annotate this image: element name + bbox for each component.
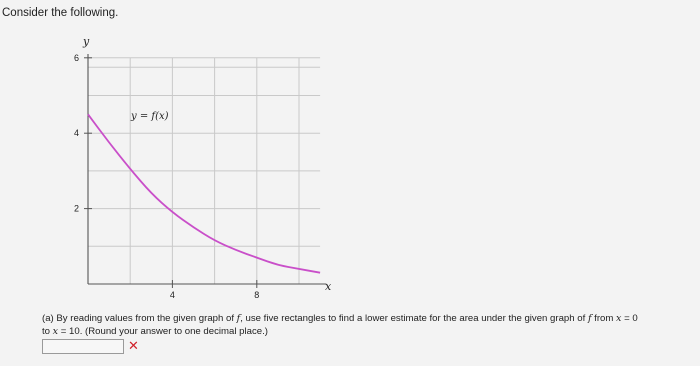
function-symbol: f [587, 313, 592, 324]
graph-grid [88, 58, 320, 284]
answer-input[interactable] [42, 339, 124, 354]
question-text: = 10. (Round your answer to one decimal place.) [58, 326, 268, 337]
x-axis-label: x [325, 280, 332, 293]
question-text: , use five rectangles to find a lower estimate for the area under the given graph of [240, 313, 588, 324]
y-tick-label: 4 [73, 128, 79, 139]
x-tick-label: 4 [169, 290, 175, 300]
function-symbol: f [236, 313, 241, 324]
variable-symbol: x [52, 326, 59, 337]
x-tick-label: 8 [254, 290, 260, 300]
graph-curve [88, 114, 320, 272]
y-tick-label: 6 [73, 52, 79, 63]
question-line-1 [42, 312, 692, 325]
curve-label: y = f(x) [131, 111, 169, 122]
question-line-2 [42, 325, 692, 338]
answer-row [42, 339, 139, 354]
y-tick-label: 2 [73, 203, 79, 214]
variable-symbol: x [616, 313, 622, 324]
incorrect-x-icon: ✕ [128, 339, 139, 354]
question-part-a [42, 312, 692, 338]
y-axis-label: y [83, 35, 90, 48]
part-label: (a) [42, 313, 54, 324]
question-text: = 0 [621, 313, 638, 324]
function-curve-f [88, 114, 320, 272]
question-text: By reading values from the given graph of [53, 313, 237, 324]
problem-prompt: Consider the following. [2, 7, 119, 19]
question-text: to [42, 326, 53, 337]
question-text: from [591, 313, 617, 324]
graph-axes [74, 53, 326, 300]
